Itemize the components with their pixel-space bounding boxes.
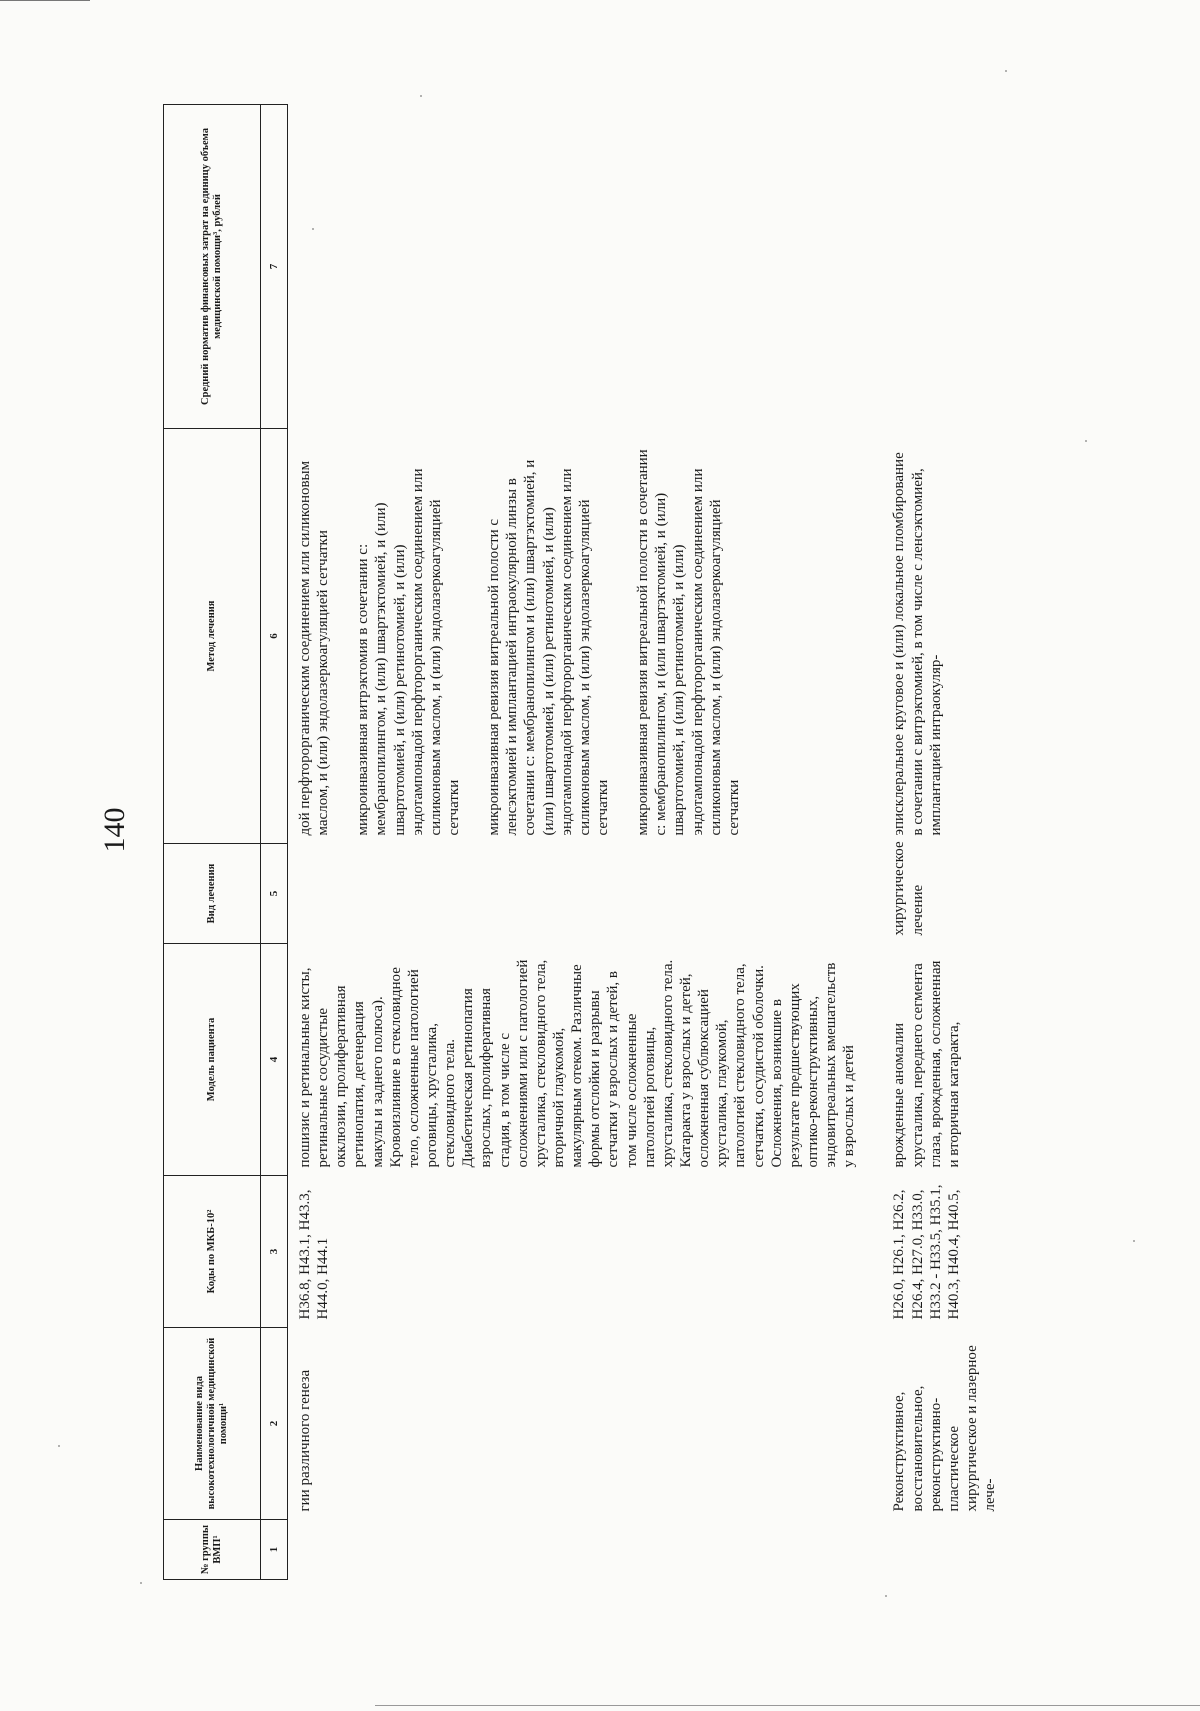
icd-codes-cell: H36.8, H43.1, H43.3, H44.0, H44.1 (297, 1189, 332, 1320)
treatment-type-cell (288, 844, 861, 944)
table (163, 104, 1001, 1580)
header-patient-model: Модель пациента (164, 944, 261, 1176)
table-row (860, 105, 1001, 1580)
vmp-name-cell: Реконструктивное, восстановительное, реконструктивно-пластическое хирургическое и лазерное лече- (891, 1345, 999, 1512)
scan-speck (420, 95, 422, 97)
header-vmp-name: Наименование вида высокотехнологичной медицинской помощи¹ (164, 1328, 261, 1520)
treatment-method-cell (288, 429, 861, 844)
patient-model-cell: пошизис и ретинальные кисты, ретинальные сосудистые окклюзии, пролиферативная ретинопатия, дегенерация макулы и заднего полюса). Кровоизлияние в стекловидное тело, осложненные патологией роговицы, хрусталика, стекловидного тела. Диабетическая ретинопатия взрослых, пролиферативная стадия, в том числе с осложнениями или с патологией хрусталика, стекловидного тела, вторичной глаукомой, макулярным отеком. Различные формы отслойки и разрывы сетчатки у взрослых и детей, в том числе осложненные патологией роговицы, хрусталика, стекловидного тела. Катаракта у взрослых и детей, осложненная сублюксацией хрусталика, глаукомой, патологией стекловидного тела, сетчатки, сосудистой оболочки. Осложнения, возникшие в результате предшествующих оптико-реконструктивных, эндовитреальных вмешательств у взрослых и детей (297, 959, 858, 1168)
column-number: 2 (261, 1328, 288, 1520)
column-number: 4 (261, 944, 288, 1176)
column-number: 3 (261, 1176, 288, 1328)
vmp-table (163, 105, 1003, 1580)
header-row (164, 105, 261, 1580)
average-cost-cell (288, 105, 861, 429)
treatment-method-item: микроинвазивная ревизия витреальной полости с ленсэктомией и имплантацией интраокулярной линзы в сочетании с: мембранопилингом и (или) швартэктомией, и (или) швартотомией, и (или) ретинотомией, и (или) эндотампонадой перфторорганическим соединением или силиконовым маслом, и (или) эндолазеркоагуляцией сетчатки (486, 459, 611, 836)
table-row (288, 105, 861, 1580)
column-number: 1 (261, 1520, 288, 1580)
scan-speck (885, 1595, 887, 1597)
treatment-method-item: дой перфторорганическим соединением или силиконовым маслом, и (или) эндолазеркоагуляцией сетчатки (297, 460, 332, 836)
column-number: 7 (261, 105, 288, 429)
scan-speck (140, 1582, 142, 1584)
column-number-row (261, 105, 288, 1580)
treatment-method-item: микроинвазивная ревизия витреальной полости в сочетании с: мембранопилингом, и (или швартэктомией, и (или) швартотомией, и (или) ретинотомией, и (или) эндотампонадой перфторорганическим соединением или силиконовым маслом, и (или) эндолазеркоагуляцией сетчатки (635, 449, 742, 836)
treatment-method-item: микроинвазивная витрэктомия в сочетании с: мембранопилингом, и (или) швартэктомией, и (или) швартотомией, и (или) ретинотомией, и (или) эндотампонадой перфторорганическим соединением или силиконовым маслом, и (или) эндолазеркоагуляцией сетчатки (355, 468, 462, 836)
vmp-name-cell: гии различного генеза (297, 1369, 313, 1512)
scan-edge-bottom (375, 1705, 1200, 1706)
header-icd-codes: Коды по МКБ-10² (164, 1176, 261, 1328)
treatment-method-item: эписклеральное круговое и (или) локальное пломбирование в сочетании с витрэктомией, в том числе с ленсэктомией, имплантацией интраокуляр- (891, 452, 944, 836)
treatment-type-cell: хирургическое лечение (891, 841, 926, 936)
scan-speck (1005, 70, 1007, 72)
header-group-number: № группы ВМП¹ (164, 1520, 261, 1580)
icd-codes-cell: H26.0, H26.1, H26.2, H26.4, H27.0, H33.0, H33.2 - H33.5, H35.1, H40.3, H40.4, H40.5, (891, 1184, 962, 1320)
header-average-cost: Средний норматив финансовых затрат на единицу объема медицинской помощи³, рублей (164, 105, 261, 429)
treatment-method-cell (860, 429, 1001, 844)
scan-speck (1133, 1240, 1135, 1242)
scan-speck (58, 1445, 60, 1447)
scan-edge-top (0, 0, 90, 1)
patient-model-cell: врожденные аномалии хрусталика, переднего сегмента глаза, врожденная, осложненная и вторичная катаракта, (891, 960, 962, 1168)
header-treatment-method: Метод лечения (164, 429, 261, 844)
group-number-cell (860, 1520, 1001, 1580)
column-number: 5 (261, 844, 288, 944)
header-treatment-type: Вид лечения (164, 844, 261, 944)
page-number: 140 (98, 807, 131, 853)
group-number-cell (288, 1520, 861, 1580)
column-number: 6 (261, 429, 288, 844)
scan-speck (1085, 440, 1087, 442)
average-cost-cell (860, 105, 1001, 429)
